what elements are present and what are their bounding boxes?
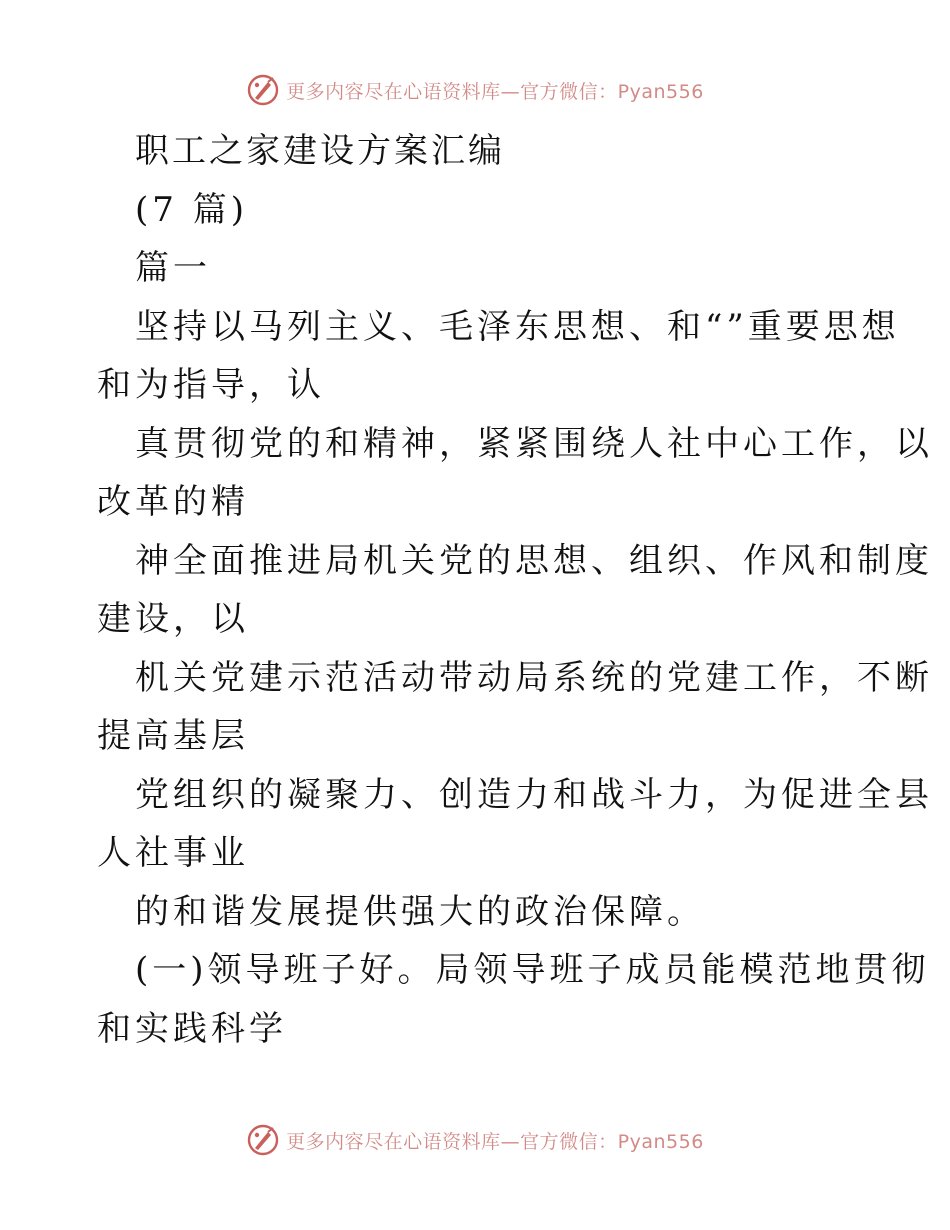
header-banner (0, 70, 950, 110)
section-heading: 篇一 (135, 248, 211, 288)
header-banner-content (246, 73, 704, 107)
footer-banner (0, 1120, 950, 1160)
header-banner-text: 更多内容尽在心语资料库—官方微信：Pyan556 (286, 80, 704, 103)
document-title: 职工之家建设方案汇编 (135, 131, 505, 171)
document-body (97, 122, 933, 1058)
paragraph-line: 和为指导，认 (97, 365, 325, 405)
quill-seal-icon (246, 73, 280, 107)
paragraph-line: 的和谐发展提供强大的政治保障。 (135, 891, 705, 932)
document-subtitle: (7 篇) (135, 189, 248, 230)
paragraph-line: 人社事业 (97, 833, 249, 873)
paragraph-line: 坚持以马列主义、毛泽东思想、和“”重要思想 (135, 306, 900, 347)
paragraph-line: 神全面推进局机关党的思想、组织、作风和制度 (135, 540, 933, 581)
paragraph-line: 机关党建示范活动带动局系统的党建工作，不断 (135, 657, 933, 698)
paragraph-line: 和实践科学 (97, 1008, 287, 1049)
paragraph-line: 党组织的凝聚力、创造力和战斗力，为促进全县 (135, 774, 933, 815)
footer-banner-content (246, 1123, 704, 1157)
paragraph-line: 提高基层 (97, 716, 249, 756)
paragraph-line: 真贯彻党的和精神，紧紧围绕人社中心工作，以 (135, 423, 933, 464)
quill-seal-icon (246, 1123, 280, 1157)
footer-banner-text: 更多内容尽在心语资料库—官方微信：Pyan556 (286, 1130, 704, 1153)
paragraph-line: (一)领导班子好。局领导班子成员能模范地贯彻 (135, 950, 930, 990)
paragraph-line: 改革的精 (97, 482, 249, 522)
paragraph-line: 建设，以 (97, 599, 249, 639)
